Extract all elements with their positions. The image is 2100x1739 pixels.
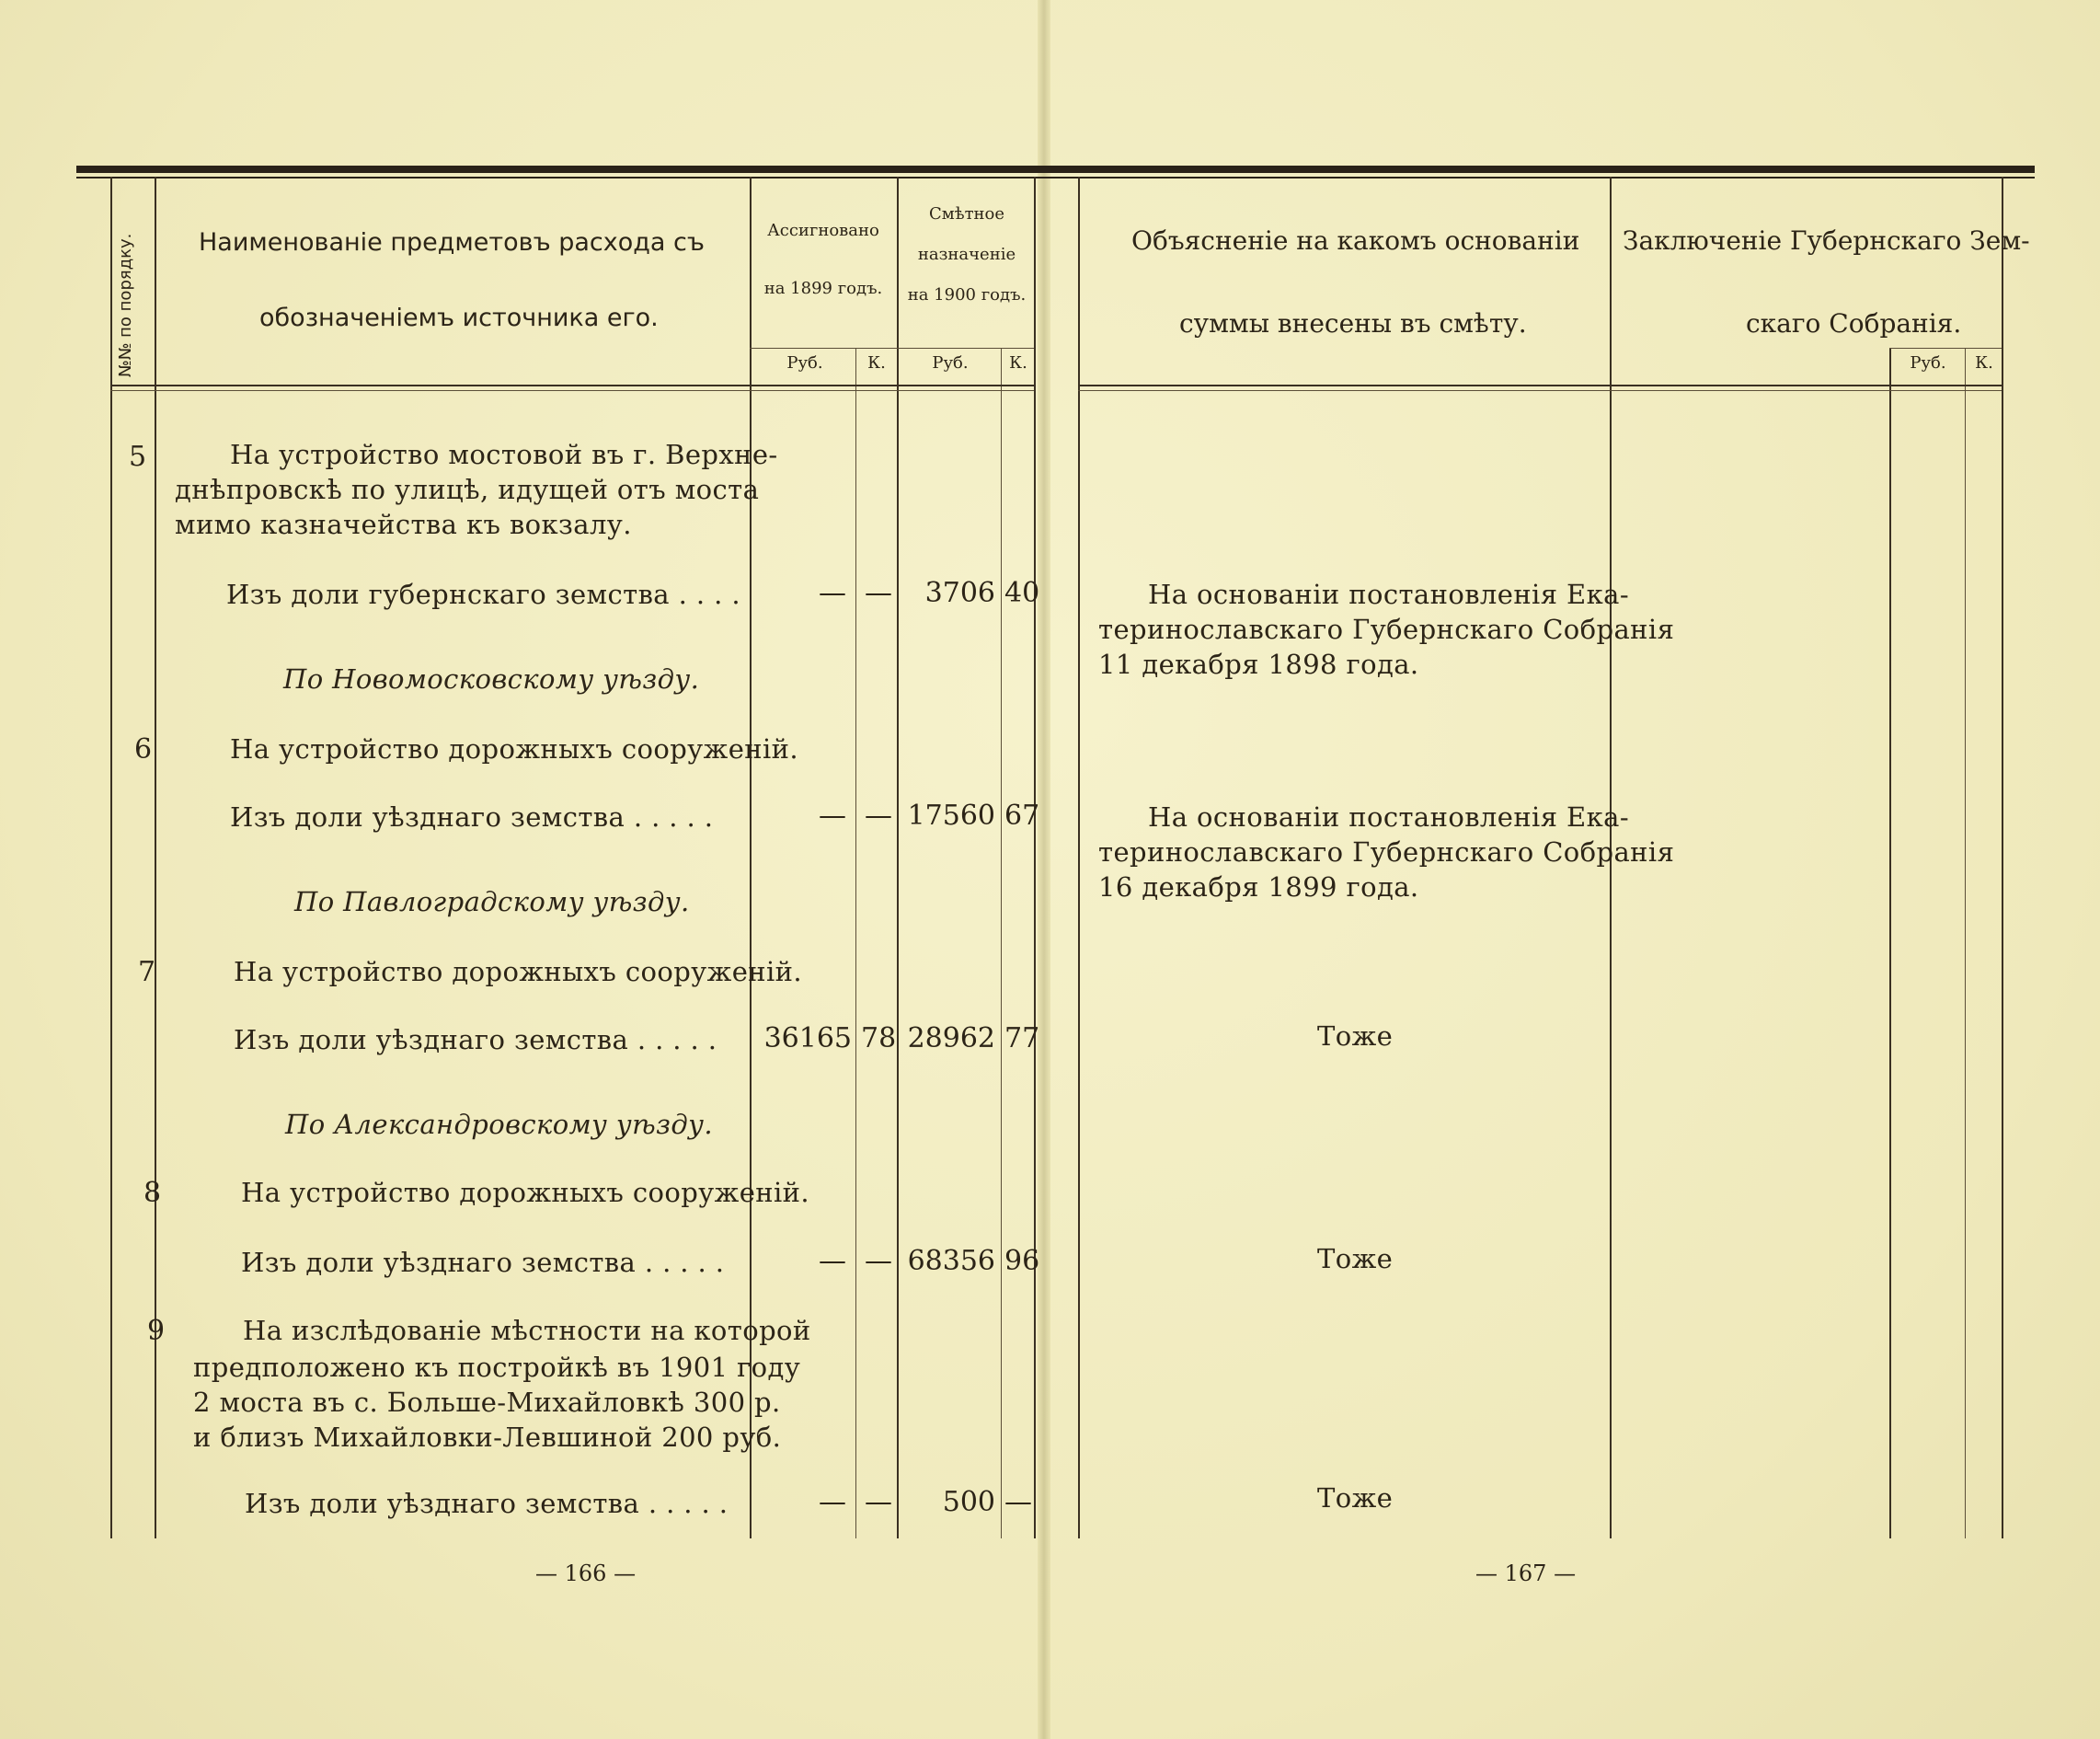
assigned-kop-header: К. [867,353,886,373]
row5-estimate-rub: 3706 [924,577,995,609]
row9-assigned-rub: — [819,1486,846,1518]
row5-assigned-kop: — [865,577,892,609]
row8-assigned-rub: — [819,1245,846,1277]
row6-source: Изъ доли уѣзднаго земства . . . . . [230,801,714,833]
note-row8: Тоже [1317,1243,1394,1274]
row8-number: 8 [143,1177,162,1209]
left-col-line-4 [897,177,899,1538]
row8-estimate-kop: 96 [1004,1245,1040,1277]
note-row6-line2: теринославскаго Губернскаго Собранія [1098,836,1675,868]
left-col-line-1 [110,177,112,1538]
district-heading-novomoskovsk: По Новомосковскому уѣзду. [283,663,700,695]
estimate-header-2: назначеніе [917,245,1016,264]
row9-assigned-kop: — [865,1486,892,1518]
left-col-line-5 [1034,177,1036,1538]
conclusion-rub-header: Руб. [1910,353,1946,373]
estimate-rub-header: Руб. [932,353,969,373]
estimate-kop-header: К. [1009,353,1027,373]
row6-estimate-kop: 67 [1004,800,1040,832]
row9-line2: предположено къ постройкѣ въ 1901 году [193,1352,801,1383]
left-subheader-line [750,348,1034,349]
note-row7: Тоже [1317,1020,1394,1052]
district-heading-aleksandrovsk: По Александровскому уѣзду. [285,1109,713,1140]
row7-line1: На устройство дорожныхъ сооруженій. [234,956,803,987]
conclusion-header-line1: Заключеніе Губернскаго Зем- [1623,225,2030,256]
row7-number: 7 [138,956,156,988]
row5-estimate-kop: 40 [1004,577,1040,609]
estimate-header-3: на 1900 годъ. [907,285,1027,305]
right-page-number: — 167 — [1475,1560,1577,1586]
row6-assigned-rub: — [819,800,846,832]
right-col-line-4 [2002,177,2003,1538]
note-row5-line3: 11 декабря 1898 года. [1098,649,1419,680]
row5-line1: На устройство мостовой въ г. Верхне- [230,439,778,470]
left-kop-line-b [1001,348,1002,1538]
row7-source: Изъ доли уѣзднаго земства . . . . . [234,1024,717,1055]
right-header-bottom-2 [1078,390,2002,391]
row7-estimate-kop: 77 [1004,1022,1040,1054]
row5-line3: мимо казначейства къ вокзалу. [175,509,632,540]
district-heading-pavlograd: По Павлоградскому уѣзду. [294,886,690,917]
row7-assigned-kop: 78 [861,1022,897,1054]
item-header-line2: обозначеніемъ источника его. [259,304,659,332]
row7-assigned-rub: 36165 [763,1022,852,1054]
row9-estimate-rub: 500 [942,1486,995,1518]
row9-source: Изъ доли уѣзднаго земства . . . . . [245,1488,729,1519]
row5-source: Изъ доли губернскаго земства . . . . [226,579,740,610]
row9-line1: На изслѣдованіе мѣстности на которой [243,1315,811,1346]
row6-estimate-rub: 17560 [907,800,995,832]
row8-source: Изъ доли уѣзднаго земства . . . . . [241,1247,725,1278]
left-page-number: — 166 — [535,1560,637,1586]
note-row9: Тоже [1317,1482,1394,1514]
explain-header-line1: Объясненіе на какомъ основаніи [1131,225,1580,256]
row5-number: 5 [129,441,147,473]
left-top-rule-thin [76,177,1051,179]
row9-number: 9 [147,1315,166,1347]
row8-estimate-rub: 68356 [907,1245,995,1277]
conclusion-kop-header: К. [1975,353,1993,373]
row9-estimate-kop: — [1004,1486,1032,1518]
book-gutter [1038,0,1050,1739]
item-header-line1: Наименованіе предметовъ расхода съ [199,228,705,257]
note-row6-line3: 16 декабря 1899 года. [1098,871,1419,903]
left-top-rule [76,166,1051,173]
note-row5-line1: На основаніи постановленія Ека- [1148,579,1630,610]
assigned-header-1: Ассигновано [767,221,879,240]
left-kop-line-a [855,348,856,1538]
right-top-rule [1050,166,2035,173]
left-header-bottom-2 [110,390,1034,391]
estimate-header-1: Смѣтное [928,204,1005,224]
note-row5-line2: теринославскаго Губернскаго Собранія [1098,614,1675,645]
number-column-header: №№ по порядку. [116,233,135,377]
right-header-bottom [1078,385,2002,386]
assigned-header-2: на 1899 годъ. [763,279,883,298]
right-col-line-3 [1889,348,1891,1538]
row9-line4: и близъ Михайловки-Левшиной 200 руб. [193,1422,782,1453]
right-col-line-1 [1078,177,1080,1538]
conclusion-header-line2: скаго Собранія. [1746,308,1962,339]
row6-number: 6 [134,733,153,766]
explain-header-line2: суммы внесены въ смѣту. [1179,308,1527,339]
right-top-rule-thin [1050,177,2035,179]
right-subheader-line [1889,348,2002,349]
right-kop-line [1965,348,1966,1538]
row5-assigned-rub: — [819,577,846,609]
assigned-rub-header: Руб. [786,353,823,373]
row9-line3: 2 моста въ с. Больше-Михайловкѣ 300 р. [193,1387,781,1418]
row6-assigned-kop: — [865,800,892,832]
row8-line1: На устройство дорожныхъ сооруженій. [241,1177,810,1208]
row7-estimate-rub: 28962 [907,1022,995,1054]
row5-line2: днѣпровскѣ по улицѣ, идущей отъ моста [175,474,760,505]
row6-line1: На устройство дорожныхъ сооруженій. [230,733,799,765]
left-header-bottom [110,385,1034,386]
note-row6-line1: На основаніи постановленія Ека- [1148,801,1630,833]
row8-assigned-kop: — [865,1245,892,1277]
